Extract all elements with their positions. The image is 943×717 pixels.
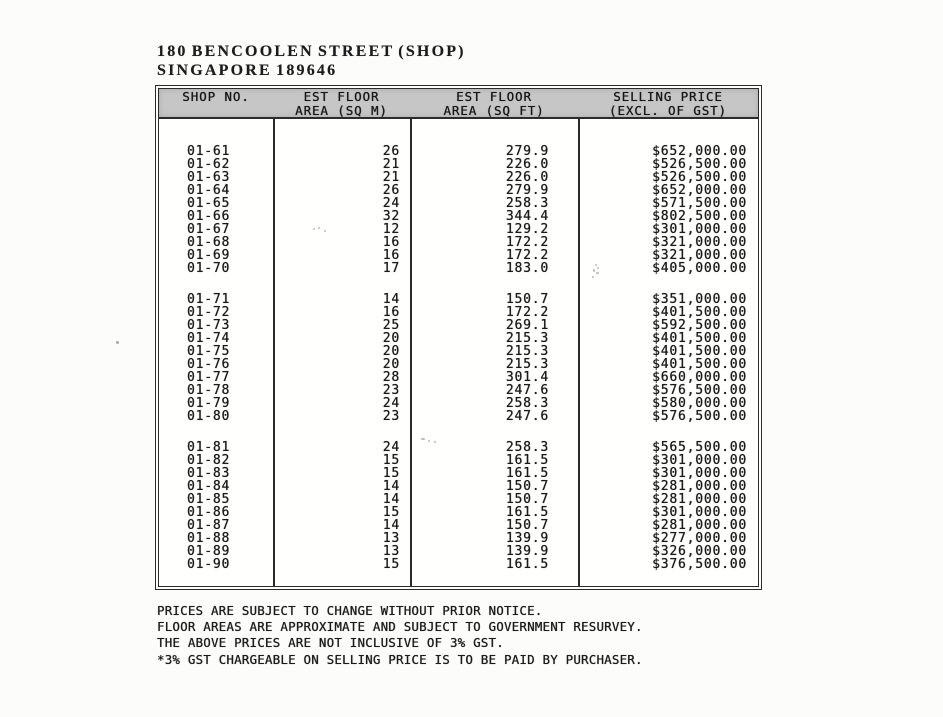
cell-price: $351,000.00 [652, 292, 747, 307]
cell-area-sqft: 247.6 [505, 409, 549, 424]
cell-area-sqft: 226.0 [505, 157, 549, 172]
cell-price: $301,000.00 [652, 505, 747, 520]
cell-area-sqm: 28 [382, 370, 400, 385]
cell-area-sqft: 258.3 [505, 196, 549, 211]
cell-price: $660,000.00 [652, 370, 747, 385]
cell-price: $580,000.00 [652, 396, 747, 411]
cell-area-sqm: 14 [382, 292, 400, 307]
cell-area-sqft: 215.3 [505, 331, 549, 346]
header-cell-selling-price: SELLING PRICE (EXCL. OF GST) [609, 89, 727, 118]
cell-area-sqm: 20 [382, 331, 400, 346]
cell-price: $592,500.00 [652, 318, 747, 333]
footnote-line: FLOOR AREAS ARE APPROXIMATE AND SUBJECT TO GOVERNMENT RESURVEY. [157, 619, 643, 635]
cell-area-sqft: 258.3 [505, 396, 549, 411]
cell-shop-no: 01-69 [187, 248, 231, 263]
cell-shop-no: 01-68 [187, 235, 231, 250]
scan-artifact [313, 227, 329, 232]
cell-area-sqm: 14 [382, 479, 400, 494]
cell-shop-no: 01-87 [187, 518, 231, 533]
cell-price: $401,500.00 [652, 357, 747, 372]
cell-price: $401,500.00 [652, 305, 747, 320]
cell-shop-no: 01-89 [187, 544, 231, 559]
cell-price: $526,500.00 [652, 170, 747, 185]
cell-price: $576,500.00 [652, 383, 747, 398]
cell-shop-no: 01-66 [187, 209, 231, 224]
row-group [159, 293, 758, 423]
cell-price: $281,000.00 [652, 518, 747, 533]
cell-shop-no: 01-61 [187, 144, 231, 159]
header-cell-shop-no: SHOP NO. [182, 89, 250, 104]
cell-price: $321,000.00 [652, 235, 747, 250]
cell-area-sqm: 24 [382, 440, 400, 455]
cell-area-sqm: 24 [382, 196, 400, 211]
cell-shop-no: 01-72 [187, 305, 231, 320]
cell-area-sqm: 20 [382, 357, 400, 372]
cell-shop-no: 01-62 [187, 157, 231, 172]
cell-shop-no: 01-73 [187, 318, 231, 333]
cell-area-sqft: 344.4 [505, 209, 549, 224]
cell-shop-no: 01-86 [187, 505, 231, 520]
cell-area-sqft: 161.5 [505, 466, 549, 481]
cell-shop-no: 01-67 [187, 222, 231, 237]
footnote-line: PRICES ARE SUBJECT TO CHANGE WITHOUT PRIOR NOTICE. [157, 603, 543, 618]
cell-shop-no: 01-79 [187, 396, 231, 411]
cell-area-sqft: 161.5 [505, 453, 549, 468]
cell-area-sqft: 247.6 [505, 383, 549, 398]
cell-area-sqft: 279.9 [505, 183, 549, 198]
cell-area-sqm: 13 [382, 544, 400, 559]
row-group [159, 145, 758, 275]
cell-shop-no: 01-75 [187, 344, 231, 359]
table-body [159, 119, 758, 571]
cell-price: $321,000.00 [652, 248, 747, 263]
cell-shop-no: 01-65 [187, 196, 231, 211]
cell-area-sqm: 21 [382, 157, 400, 172]
cell-price: $281,000.00 [652, 492, 747, 507]
cell-area-sqft: 129.2 [505, 222, 549, 237]
cell-area-sqft: 226.0 [505, 170, 549, 185]
cell-area-sqft: 172.2 [505, 305, 549, 320]
cell-area-sqft: 258.3 [505, 440, 549, 455]
cell-area-sqft: 215.3 [505, 357, 549, 372]
cell-shop-no: 01-84 [187, 479, 231, 494]
cell-shop-no: 01-78 [187, 383, 231, 398]
table-row [159, 558, 758, 571]
cell-area-sqm: 26 [382, 183, 400, 198]
cell-price: $301,000.00 [652, 453, 747, 468]
cell-area-sqm: 16 [382, 305, 400, 320]
cell-shop-no: 01-64 [187, 183, 231, 198]
footnotes [157, 603, 643, 668]
scan-artifact [421, 436, 439, 444]
cell-price: $652,000.00 [652, 183, 747, 198]
cell-area-sqft: 139.9 [505, 531, 549, 546]
cell-price: $277,000.00 [652, 531, 747, 546]
cell-area-sqm: 26 [382, 144, 400, 159]
cell-price: $301,000.00 [652, 466, 747, 481]
cell-area-sqft: 301.4 [505, 370, 549, 385]
cell-area-sqm: 32 [382, 209, 400, 224]
cell-area-sqft: 269.1 [505, 318, 549, 333]
cell-area-sqft: 150.7 [505, 492, 549, 507]
cell-shop-no: 01-88 [187, 531, 231, 546]
cell-price: $576,500.00 [652, 409, 747, 424]
cell-area-sqft: 150.7 [505, 479, 549, 494]
cell-shop-no: 01-77 [187, 370, 231, 385]
cell-area-sqft: 150.7 [505, 518, 549, 533]
cell-area-sqm: 15 [382, 505, 400, 520]
cell-area-sqft: 215.3 [505, 344, 549, 359]
cell-price: $571,500.00 [652, 196, 747, 211]
cell-price: $652,000.00 [652, 144, 747, 159]
cell-shop-no: 01-76 [187, 357, 231, 372]
cell-price: $401,500.00 [652, 331, 747, 346]
cell-area-sqm: 15 [382, 466, 400, 481]
cell-area-sqm: 15 [382, 557, 400, 572]
cell-price: $802,500.00 [652, 209, 747, 224]
cell-area-sqft: 161.5 [505, 557, 549, 572]
cell-area-sqm: 20 [382, 344, 400, 359]
cell-area-sqft: 172.2 [505, 235, 549, 250]
cell-area-sqm: 15 [382, 453, 400, 468]
cell-area-sqm: 16 [382, 235, 400, 250]
header-cell-area-sqm: EST FLOOR AREA (SQ M) [295, 89, 388, 118]
cell-shop-no: 01-63 [187, 170, 231, 185]
cell-area-sqm: 24 [382, 396, 400, 411]
cell-price: $401,500.00 [652, 344, 747, 359]
cell-shop-no: 01-85 [187, 492, 231, 507]
price-table [155, 85, 762, 590]
table-row [159, 410, 758, 423]
table-row [159, 262, 758, 275]
cell-price: $326,000.00 [652, 544, 747, 559]
cell-area-sqft: 183.0 [505, 261, 549, 276]
cell-area-sqft: 161.5 [505, 505, 549, 520]
cell-price: $376,500.00 [652, 557, 747, 572]
cell-price: $405,000.00 [652, 261, 747, 276]
scan-artifact [116, 341, 119, 344]
cell-area-sqft: 150.7 [505, 292, 549, 307]
cell-shop-no: 01-82 [187, 453, 231, 468]
footnote-line: THE ABOVE PRICES ARE NOT INCLUSIVE OF 3% GST. [157, 635, 504, 651]
scan-artifact [591, 264, 601, 280]
table-header-row [159, 89, 758, 119]
cell-area-sqm: 23 [382, 409, 400, 424]
cell-area-sqm: 12 [382, 222, 400, 237]
cell-area-sqft: 172.2 [505, 248, 549, 263]
cell-shop-no: 01-90 [187, 557, 231, 572]
cell-area-sqm: 23 [382, 383, 400, 398]
cell-area-sqm: 25 [382, 318, 400, 333]
cell-shop-no: 01-80 [187, 409, 231, 424]
cell-price: $565,500.00 [652, 440, 747, 455]
cell-shop-no: 01-71 [187, 292, 231, 307]
cell-shop-no: 01-70 [187, 261, 231, 276]
title-line-1: 180 BENCOOLEN STREET (SHOP) [157, 43, 466, 60]
cell-price: $301,000.00 [652, 222, 747, 237]
cell-area-sqft: 139.9 [505, 544, 549, 559]
cell-area-sqm: 14 [382, 518, 400, 533]
title-line-2: SINGAPORE 189646 [157, 62, 338, 79]
footnote-line: *3% GST CHARGEABLE ON SELLING PRICE IS TO BE PAID BY PURCHASER. [157, 651, 643, 667]
cell-area-sqm: 17 [382, 261, 400, 276]
cell-shop-no: 01-81 [187, 440, 231, 455]
cell-area-sqm: 16 [382, 248, 400, 263]
header-cell-area-sqft: EST FLOOR AREA (SQ FT) [443, 89, 545, 118]
cell-area-sqft: 279.9 [505, 144, 549, 159]
cell-area-sqm: 21 [382, 170, 400, 185]
cell-shop-no: 01-83 [187, 466, 231, 481]
cell-price: $526,500.00 [652, 157, 747, 172]
cell-shop-no: 01-74 [187, 331, 231, 346]
cell-area-sqm: 14 [382, 492, 400, 507]
row-group [159, 441, 758, 571]
cell-area-sqm: 13 [382, 531, 400, 546]
cell-price: $281,000.00 [652, 479, 747, 494]
document-title [157, 42, 466, 80]
